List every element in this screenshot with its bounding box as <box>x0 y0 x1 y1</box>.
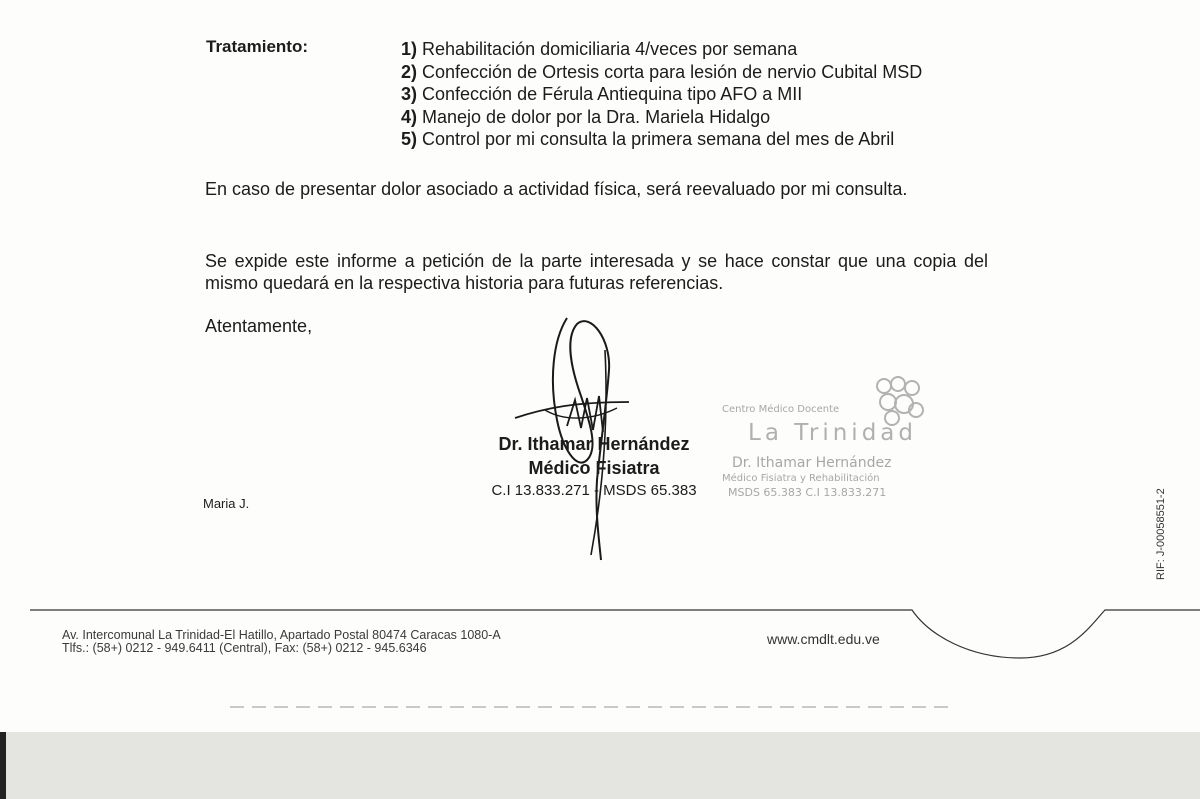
treatment-item-text: Confección de Ortesis corta para lesión de nervio Cubital MSD <box>417 61 923 82</box>
scan-edge-shadow <box>0 732 6 799</box>
stamp-institution-name: Centro Médico Docente <box>722 404 840 415</box>
treatment-item-number: 1) <box>401 39 418 59</box>
treatment-item-text: Manejo de dolor por la Dra. Mariela Hidalgo <box>417 106 771 127</box>
treatment-list <box>401 38 922 151</box>
treatment-item-1 <box>401 38 922 61</box>
stamp-specialty: Médico Fisiatra y Rehabilitación <box>722 473 880 484</box>
stamp-brand-name: La Trinidad <box>748 420 917 446</box>
scan-background-strip <box>0 732 1200 799</box>
doctor-title: Médico Fisiatra <box>528 458 660 478</box>
treatment-item-number: 3) <box>401 84 418 105</box>
treatment-item-2 <box>401 61 922 84</box>
stamp-doctor-name: Dr. Ithamar Hernández <box>732 455 892 471</box>
treatment-item-number: 2) <box>401 61 418 82</box>
rif-number: RIF: J-00058551-2 <box>1155 488 1167 580</box>
doctor-name: Dr. Ithamar Hernández <box>498 434 690 454</box>
treatment-item-4 <box>401 106 922 129</box>
treatment-item-text: Confección de Férula Antiequina tipo AFO a MII <box>417 84 803 105</box>
treatment-label: Tratamiento: <box>206 37 309 56</box>
institution-stamp <box>722 376 922 506</box>
report-statement-paragraph: Se expide este informe a petición de la parte interesada y se hace constar que una copia del mismo quedará en la respectiva historia para futuras referencias. <box>205 251 988 293</box>
treatment-item-5 <box>401 128 922 151</box>
footer-phones: Tlfs.: (58+) 0212 - 949.6411 (Central), Fax: (58+) 0212 - 945.6346 <box>62 641 427 655</box>
doctor-ids: C.I 13.833.271 - MSDS 65.383 <box>491 482 697 499</box>
treatment-item-number: 5) <box>401 129 418 150</box>
typist-initials: Maria J. <box>203 496 250 511</box>
treatment-item-text: Rehabilitación domiciliaria 4/veces por semana <box>417 39 798 59</box>
treatment-item-text: Control por mi consulta la primera semana del mes de Abril <box>417 129 895 150</box>
footer-website: www.cmdlt.edu.ve <box>767 631 880 647</box>
treatment-item-number: 4) <box>401 106 418 127</box>
reevaluation-paragraph: En caso de presentar dolor asociado a actividad física, será reevaluado por mi consulta. <box>205 179 908 199</box>
footer-address: Av. Intercomunal La Trinidad-El Hatillo, Apartado Postal 80474 Caracas 1080-A <box>62 628 501 642</box>
signature-block <box>454 432 734 502</box>
treatment-item-3 <box>401 83 922 106</box>
scan-artifact-line <box>230 706 950 708</box>
closing-text: Atentamente, <box>205 316 313 336</box>
stamp-ids: MSDS 65.383 C.I 13.833.271 <box>728 486 887 499</box>
